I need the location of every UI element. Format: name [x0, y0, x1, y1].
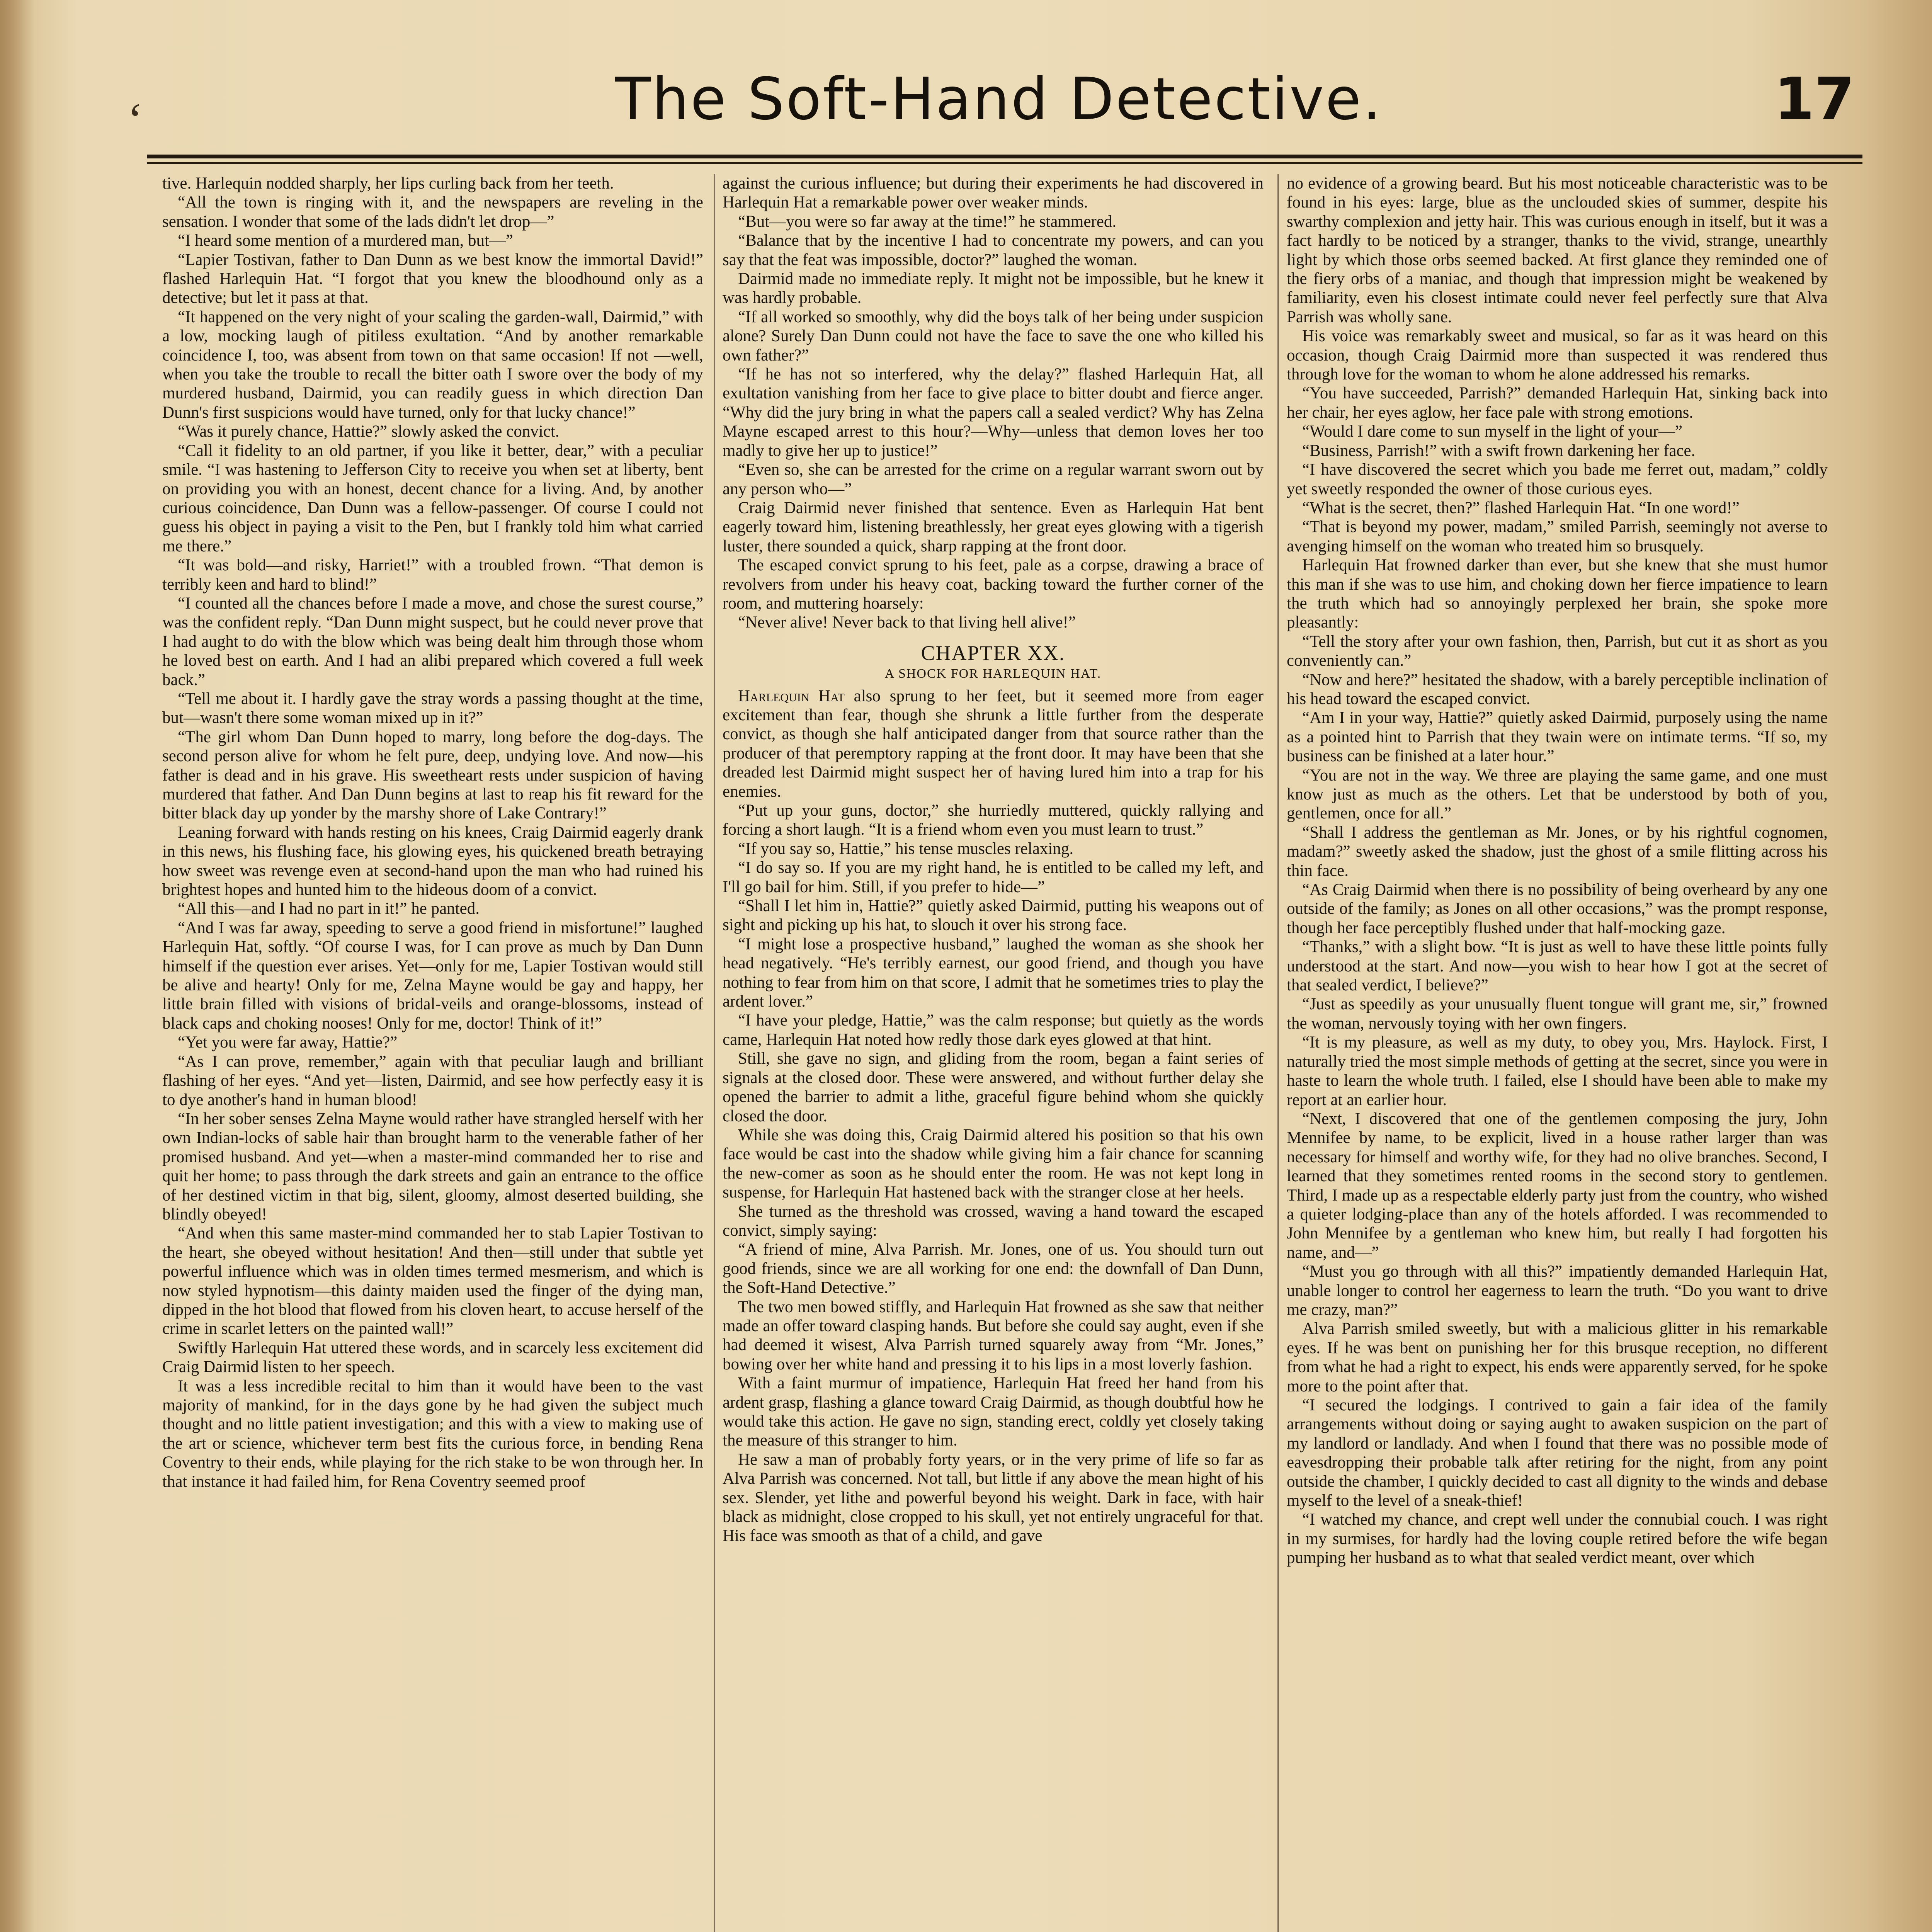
- paragraph: “It is my pleasure, as well as my duty, to obey you, Mrs. Haylock. First, I naturally tried the most simple methods of getting at the secret, since you were in haste to learn the whole truth. I failed, else I should have been able to make my report at an earlier hour.: [1287, 1033, 1828, 1109]
- paragraph: Leaning forward with hands resting on his knees, Craig Dairmid eagerly drank in this news, his flushing face, his glowing eyes, his quickened breath betraying how sweet was revenge even at second-hand upon the man who had ruined his brightest hopes and hunted him to the hideous doom of a convict.: [162, 823, 703, 899]
- column-divider: [1277, 174, 1279, 1932]
- paragraph: “Am I in your way, Hattie?” quietly asked Dairmid, purposely using the name as a pointed hint to Parrish that they twain were on intimate terms. “If so, my business can be finished at a later hour.”: [1287, 709, 1828, 765]
- paragraph: “I have discovered the secret which you bade me ferret out, madam,” coldly yet sweetly responded the owner of those curious eyes.: [1287, 461, 1828, 498]
- paragraph: “If all worked so smoothly, why did the boys talk of her being under suspicion alone? Surely Dan Dunn could not have the face to save the one who killed his own father?”: [723, 308, 1264, 364]
- paragraph: “I counted all the chances before I made a move, and chose the surest course,” was the confident reply. “Dan Dunn might suspect, but he could never prove that I had aught to do with the blow which was being dealt him through those whom he loved best on earth. And I had an alibi prepared which covered a full week back.”: [162, 594, 703, 689]
- paragraph: “I do say so. If you are my right hand, he is entitled to be called my left, and I'll go bail for him. Still, if you prefer to hide—”: [723, 859, 1264, 896]
- paragraph: “It happened on the very night of your scaling the garden-wall, Dairmid,” with a low, mocking laugh of pitiless exultation. “And by another remarkable coincidence I, too, was absent from town on that same occasion! If not —well, when you take the trouble to recall the bitter oath I swore over the body of my murdered husband, Dairmid, you can readily guess in which direction Dan Dunn's first suspicions would have turned, only for that lucky chance!”: [162, 308, 703, 422]
- continued-paragraph: tive. Harlequin nodded sharply, her lips curling back from her teeth.: [162, 174, 614, 192]
- paragraph: “Balance that by the incentive I had to concentrate my powers, and can you say that the feat was impossible, doctor?” laughed the woman.: [723, 231, 1264, 269]
- header-rule-thick: [147, 155, 1862, 158]
- paragraph: “The girl whom Dan Dunn hoped to marry, long before the dog-days. The second person alive for whom he felt pure, deep, undying love. And now—his father is dead and in his grave. His sweetheart rests under suspicion of having murdered that father. And Dan Dunn begins at last to reap his fit reward for the bitter black day up yonder by the marshy shore of Lake Contrary!”: [162, 728, 703, 823]
- text-column-1: [162, 174, 703, 1932]
- page-number: 17: [1774, 66, 1855, 133]
- paragraph: While she was doing this, Craig Dairmid altered his position so that his own face would be cast into the shadow while giving him a fair chance for scanning the new-comer as soon as he should enter the room. He was not kept long in suspense, for Harlequin Hat hastened back with the stranger close at her heels.: [723, 1126, 1264, 1202]
- column-divider: [714, 174, 715, 1932]
- paragraph: “All the town is ringing with it, and the newspapers are reveling in the sensation. I wonder that some of the lads didn't let drop—”: [162, 193, 703, 231]
- paragraph: “Next, I discovered that one of the gentlemen composing the jury, John Mennifee by name, to be explicit, lived in a house rather larger than was necessary for himself and worthy wife, for they had no olive branches. Second, I learned that they sometimes rented rooms in the second story to gentlemen. Third, I made up as a respectable elderly party just from the country, who wished a quieter lodging-place than any of the hotels afforded. I was recommended to John Mennifee by a gentleman who knew him, but really I had forgotten his name, and—”: [1287, 1109, 1828, 1262]
- text-column-3: [1287, 174, 1828, 1932]
- paragraph: Craig Dairmid never finished that sentence. Even as Harlequin Hat bent eagerly toward him, listening breathlessly, her great eyes glowing with a tigerish luster, there sounded a quick, sharp rapping at the front door.: [723, 498, 1264, 555]
- paragraph: “Was it purely chance, Hattie?” slowly asked the convict.: [178, 422, 560, 441]
- lead-in-words: Harlequin Hat: [738, 687, 845, 705]
- left-edge-wear: [0, 0, 35, 1932]
- paragraph: “You have succeeded, Parrish?” demanded Harlequin Hat, sinking back into her chair, her eyes aglow, her face pale with strong emotions.: [1287, 384, 1828, 422]
- paragraph: Dairmid made no immediate reply. It might not be impossible, but he knew it was hardly probable.: [723, 270, 1264, 307]
- running-header: [128, 58, 1870, 147]
- paragraph: “I might lose a prospective husband,” laughed the woman as she shook her head negatively. “He's terribly earnest, our good friend, and though you have nothing to fear from him on that score, I admit that he sometimes tries to play the ardent lover.”: [723, 935, 1264, 1011]
- paragraph: “Tell me about it. I hardly gave the stray words a passing thought at the time, but—wasn't there some woman mixed up in it?”: [162, 689, 703, 727]
- paragraph: His voice was remarkably sweet and musical, so far as it was heard on this occasion, though Craig Dairmid more than suspected it was rendered thus through love for the woman to whom he alone addressed his remarks.: [1287, 327, 1828, 384]
- paragraph: “A friend of mine, Alva Parrish. Mr. Jones, one of us. You should turn out good friends, since we are all working for one end: the downfall of Dan Dunn, the Soft-Hand Detective.”: [723, 1240, 1264, 1297]
- paragraph: “But—you were so far away at the time!” he stammered.: [738, 212, 1117, 231]
- paragraph: “If you say so, Hattie,” his tense muscles relaxing.: [738, 839, 1074, 858]
- chapter-subtitle: A SHOCK FOR HARLEQUIN HAT.: [884, 667, 1102, 681]
- paragraph: “Lapier Tostivan, father to Dan Dunn as we best know the immortal David!” flashed Harlequin Hat. “I forgot that you knew the bloodhound only as a detective; but let it pass at that.: [162, 250, 703, 307]
- paragraph: “And I was far away, speeding to serve a good friend in misfortune!” laughed Harlequin Hat, softly. “Of course I was, for I can prove as much by Dan Dunn himself if the question ever arises. Yet—only for me, Lapier Tostivan would still be alive and hearty! Only for me, Zelna Mayne would be gay and happy, her little brain filled with visions of bridal-veils and orange-blossoms, instead of black caps and choking nooses! Only for me, doctor! Think of it!”: [162, 918, 703, 1032]
- continued-paragraph: against the curious influence; but during their experiments he had discovered in Harlequin Hat a remarkable power over weaker minds.: [723, 174, 1264, 212]
- paragraph: “As Craig Dairmid when there is no possibility of being overheard by any one outside of the family; as Jones on all other occasions,” was the prompt response, though her face perceptibly flushed under that half-mocking gaze.: [1287, 881, 1828, 937]
- paragraph: “That is beyond my power, madam,” smiled Parrish, seemingly not averse to avenging himself on the woman who treated him so brusquely.: [1287, 518, 1828, 555]
- paragraph: “In her sober senses Zelna Mayne would rather have strangled herself with her own Indian-locks of sable hair than brought harm to the venerable father of her promised husband. And yet—when a master-mind commanded her to rise and quit her home; to pass through the dark streets and gain an entrance to the office of her destined victim in that big, silent, gloomy, almost deserted building, she blindly obeyed!: [162, 1109, 703, 1223]
- paragraph: Swiftly Harlequin Hat uttered these words, and in scarcely less excitement did Craig Dairmid listen to her speech.: [162, 1338, 703, 1376]
- paragraph: He saw a man of probably forty years, or in the very prime of life so far as Alva Parrish was concerned. Not tall, but little if any above the mean hight of his sex. Slender, yet lithe and powerful beyond his weight. Dark in face, with hair black as midnight, close cropped to his skull, yet not entirely ungraceful for that. His face was smooth as that of a child, and gave: [723, 1450, 1264, 1545]
- header-rule-thin: [147, 162, 1862, 164]
- paragraph: Alva Parrish smiled sweetly, but with a malicious glitter in his remarkable eyes. If he was bent on punishing her for this brusque reception, no different from what he had a right to expect, his ends were apparently served, for he spoke more to the point after that.: [1287, 1320, 1828, 1395]
- page-title: The Soft-Hand Detective.: [615, 66, 1383, 133]
- paragraph: “Just as speedily as your unusually fluent tongue will grant me, sir,” frowned the woman, nervously toying with her own fingers.: [1287, 995, 1828, 1032]
- paragraph-text: also sprung to her feet, but it seemed more from eager excitement than fear, though she shrunk a little further from the desperate convict, as though she half anticipated danger from that source rather than the producer of that peremptory rapping at the front door. It may have been that she dreaded lest Dairmid might suspect her of having lured him into a trap for his enemies.: [723, 687, 1264, 801]
- paragraph: “Now and here?” hesitated the shadow, with a barely perceptible inclination of his head toward the escaped convict.: [1287, 670, 1828, 708]
- paragraph: “Shall I let him in, Hattie?” quietly asked Dairmid, putting his weapons out of sight and picking up his hat, to slouch it over his strong face.: [723, 897, 1264, 934]
- paragraph: “Must you go through with all this?” impatiently demanded Harlequin Hat, unable longer to control her eagerness to learn the truth. “Do you want to drive me crazy, man?”: [1287, 1262, 1828, 1319]
- paragraph: “I have your pledge, Hattie,” was the calm response; but quietly as the words came, Harlequin Hat noted how redly those dark eyes glowed at that hint.: [723, 1011, 1264, 1049]
- paragraph: With a faint murmur of impatience, Harlequin Hat freed her hand from his ardent grasp, flashing a glance toward Craig Dairmid, as though doubtful how he would take this action. He gave no sign, standing erect, coldly yet closely taking the measure of this stranger to him.: [723, 1374, 1264, 1450]
- paragraph: “Business, Parrish!” with a swift frown darkening her face.: [1302, 441, 1696, 460]
- paragraph: “I heard some mention of a murdered man, but—”: [178, 231, 514, 250]
- paragraph: “Never alive! Never back to that living hell alive!”: [738, 613, 1076, 632]
- right-edge-shadow: [1862, 0, 1932, 1932]
- paragraph: “I watched my chance, and crept well under the connubial couch. I was right in my surmises, for hardly had the loving couple retired before the wife began pumping her husband as to what that sealed verdict meant, over which: [1287, 1510, 1828, 1567]
- paragraph: “Tell the story after your own fashion, then, Parrish, but cut it as short as you conveniently can.”: [1287, 632, 1828, 670]
- header-mark: ‘: [128, 94, 143, 145]
- paragraph: “It was bold—and risky, Harriet!” with a troubled frown. “That demon is terribly keen and hard to blind!”: [162, 556, 703, 594]
- text-column-2: [723, 174, 1264, 1932]
- chapter-heading: CHAPTER XX.: [921, 641, 1065, 665]
- paragraph: “You are not in the way. We three are playing the same game, and one must know just as much as the others. Let that be understood by both of you, gentlemen, once for all.”: [1287, 766, 1828, 823]
- paragraph: “And when this same master-mind commanded her to stab Lapier Tostivan to the heart, she obeyed without hesitation! And then—still under that subtle yet powerful influence which was in olden times termed mesmerism, and which is now styled hypnotism—this dainty maiden used the finger of the dying man, dipped in the hot blood that flowed from his cloven heart, to accuse herself of the crime in scarlet letters on the painted wall!”: [162, 1224, 703, 1338]
- paragraph: “Call it fidelity to an old partner, if you like it better, dear,” with a peculiar smile. “I was hastening to Jefferson City to receive you when set at liberty, bent on providing you with an honest, decent chance for a living. And, by another curious coincidence, Dan Dunn was a fellow-passenger. Of course I could not guess his object in paying a visit to the Pen, but I frankly told him what carried me there.”: [162, 441, 703, 555]
- continued-paragraph: no evidence of a growing beard. But his most noticeable characteristic was to be found in his eyes: large, blue as the unclouded skies of summer, despite his swarthy complexion and jetty hair. This was curious enough in itself, but it was a fact hardly to be noticed by a stranger, thanks to the vivid, strange, unearthly light by which those orbs seemed backed. At first glance they reminded one of the fiery orbs of a maniac, and though that impression might be weakened by familiarity, even his closest intimate could never feel perfectly sure that Alva Parrish was wholly sane.: [1287, 174, 1828, 326]
- paragraph: She turned as the threshold was crossed, waving a hand toward the escaped convict, simply saying:: [723, 1202, 1264, 1240]
- paragraph: “What is the secret, then?” flashed Harlequin Hat. “In one word!”: [1302, 498, 1740, 517]
- paragraph: “All this—and I had no part in it!” he panted.: [178, 900, 480, 918]
- paragraph: “Would I dare come to sun myself in the light of your—”: [1302, 422, 1683, 441]
- paragraph: [723, 687, 1264, 801]
- paragraph: “If he has not so interfered, why the delay?” flashed Harlequin Hat, all exultation vanishing from her face to give place to bitter doubt and fierce anger. “Why did the jury bring in what the papers call a sealed verdict? Why has Zelna Mayne escaped arrest to this hour?—Why—unless that demon loves her too madly to give her up to justice!”: [723, 365, 1264, 460]
- paragraph: “Yet you were far away, Hattie?”: [178, 1033, 398, 1052]
- paragraph: “Shall I address the gentleman as Mr. Jones, or by his rightful cognomen, madam?” sweetly asked the shadow, just the ghost of a smile flitting across his thin face.: [1287, 823, 1828, 880]
- paragraph: “Even so, she can be arrested for the crime on a regular warrant sworn out by any person who—”: [723, 461, 1264, 498]
- paragraph: The escaped convict sprung to his feet, pale as a corpse, drawing a brace of revolvers from under his heavy coat, backing toward the further corner of the room, and muttering hoarsely:: [723, 556, 1264, 612]
- paragraph: It was a less incredible recital to him than it would have been to the vast majority of mankind, for in the days gone by he had given the subject much thought and no little patient investigation; and this with a view to making use of the art or science, whichever term best fits the curious force, in bending Rena Coventry to their ends, while playing for the rich stake to be won through her. In that instance it had failed him, for Rena Coventry seemed proof: [162, 1377, 703, 1491]
- paragraph: Still, she gave no sign, and gliding from the room, began a faint series of signals at the closed door. These were answered, and without further delay she opened the barrier to admit a lithe, graceful figure behind whom she quickly closed the door.: [723, 1049, 1264, 1125]
- paragraph: The two men bowed stiffly, and Harlequin Hat frowned as she saw that neither made an offer toward clasping hands. But before she could say aught, even if she had deemed it wisest, Alva Parrish turned squarely away from “Mr. Jones,” bowing over her white hand and pressing it to his lips in a most loverly fashion.: [723, 1298, 1264, 1373]
- paragraph: “Put up your guns, doctor,” she hurriedly muttered, quickly rallying and forcing a short laugh. “It is a friend whom even you must learn to trust.”: [723, 801, 1264, 839]
- paragraph: “Thanks,” with a slight bow. “It is just as well to have these little points fully understood at the start. And now—you wish to hear how I got at the secret of that sealed verdict, I believe?”: [1287, 938, 1828, 995]
- paragraph: “I secured the lodgings. I contrived to gain a fair idea of the family arrangements without doing or saying aught to awaken suspicion on the part of my landlord or landlady. And when I found that there was no possible mode of eavesdropping their probable talk after retiring for the night, from any point outside the chamber, I quickly decided to cast all dignity to the winds and debase myself to the level of a sneak-thief!: [1287, 1396, 1828, 1510]
- paragraph: “As I can prove, remember,” again with that peculiar laugh and brilliant flashing of her eyes. “And yet—listen, Dairmid, and see how perfectly easy it is to dye another's hand in human blood!: [162, 1052, 703, 1109]
- paragraph: Harlequin Hat frowned darker than ever, but she knew that she must humor this man if she was to use him, and choking down her fierce impatience to learn the truth which had so annoyingly perplexed her brain, she spoke more pleasantly:: [1287, 556, 1828, 632]
